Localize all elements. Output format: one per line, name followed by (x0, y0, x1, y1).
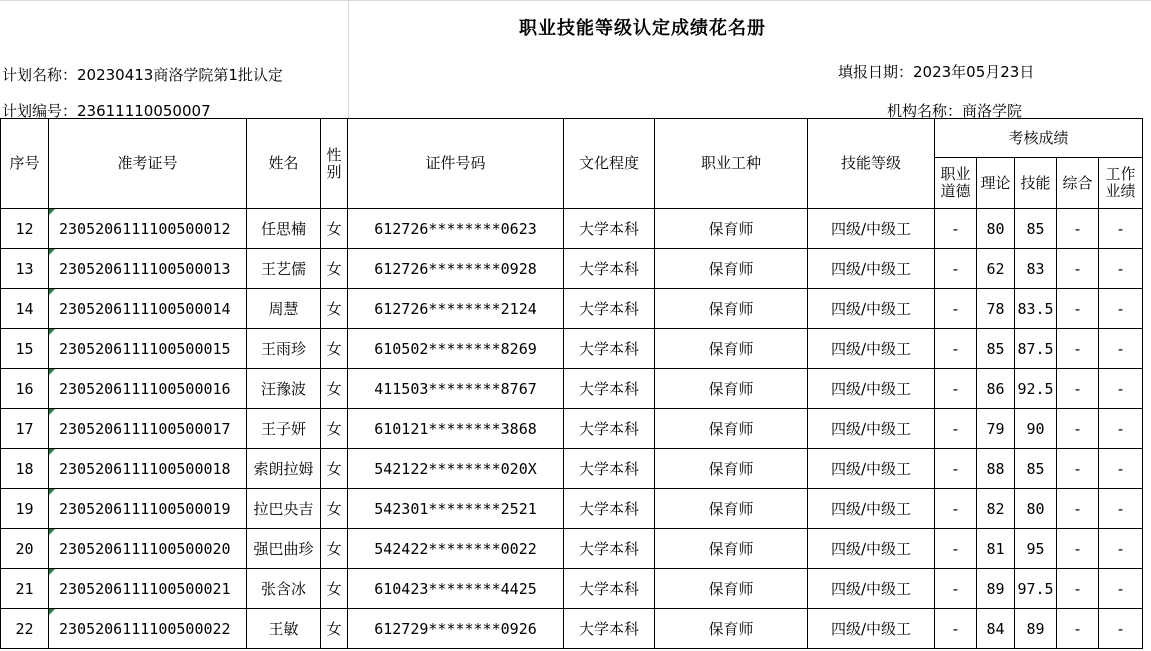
cell-work-performance: - (1099, 369, 1143, 409)
cell-gender: 女 (321, 409, 348, 449)
cell-id-number: 542122********020X (348, 449, 564, 489)
cell-overall: - (1057, 249, 1099, 289)
cell-id-number: 612726********0928 (348, 249, 564, 289)
cell-skill: 97.5 (1015, 569, 1057, 609)
cell-overall: - (1057, 529, 1099, 569)
cell-id-number: 542301********2521 (348, 489, 564, 529)
cell-gender: 女 (321, 489, 348, 529)
cell-seq: 20 (1, 529, 49, 569)
table-row (1, 449, 1143, 489)
cell-occupation: 保育师 (655, 369, 808, 409)
header-ethics: 职业道德 (935, 158, 977, 209)
cell-theory: 89 (977, 569, 1015, 609)
cell-work-performance: - (1099, 489, 1143, 529)
cell-skill-level: 四级/中级工 (808, 289, 935, 329)
cell-seq: 21 (1, 569, 49, 609)
cell-id-number: 610423********4425 (348, 569, 564, 609)
cell-theory: 79 (977, 409, 1015, 449)
header-ticket-number: 准考证号 (49, 119, 247, 209)
cell-education: 大学本科 (564, 489, 655, 529)
cell-name: 汪豫波 (247, 369, 321, 409)
cell-occupation: 保育师 (655, 569, 808, 609)
cell-occupation: 保育师 (655, 529, 808, 569)
cell-name: 索朗拉姆 (247, 449, 321, 489)
table-row (1, 329, 1143, 369)
cell-seq: 19 (1, 489, 49, 529)
cell-skill-level: 四级/中级工 (808, 209, 935, 249)
cell-id-number: 612729********0926 (348, 609, 564, 649)
grid-line (0, 0, 1151, 1)
cell-skill: 90 (1015, 409, 1057, 449)
cell-ticket-number: 2305206111100500012 (49, 209, 247, 249)
cell-gender: 女 (321, 289, 348, 329)
cell-name: 周慧 (247, 289, 321, 329)
cell-seq: 18 (1, 449, 49, 489)
cell-skill: 87.5 (1015, 329, 1057, 369)
cell-education: 大学本科 (564, 209, 655, 249)
cell-name: 强巴曲珍 (247, 529, 321, 569)
cell-work-performance: - (1099, 409, 1143, 449)
cell-occupation: 保育师 (655, 289, 808, 329)
cell-seq: 17 (1, 409, 49, 449)
cell-gender: 女 (321, 209, 348, 249)
header-gender: 性别 (321, 119, 348, 209)
cell-gender: 女 (321, 609, 348, 649)
cell-theory: 80 (977, 209, 1015, 249)
score-roster-table (0, 118, 1143, 649)
cell-skill-level: 四级/中级工 (808, 609, 935, 649)
cell-ticket-number: 2305206111100500018 (49, 449, 247, 489)
header-scores: 考核成绩 (935, 119, 1143, 158)
table-row (1, 209, 1143, 249)
cell-id-number: 612726********0623 (348, 209, 564, 249)
cell-name: 王子妍 (247, 409, 321, 449)
grid-line (348, 0, 349, 118)
cell-overall: - (1057, 329, 1099, 369)
cell-education: 大学本科 (564, 249, 655, 289)
table-row (1, 489, 1143, 529)
table-row (1, 529, 1143, 569)
cell-seq: 22 (1, 609, 49, 649)
cell-overall: - (1057, 369, 1099, 409)
cell-gender: 女 (321, 369, 348, 409)
cell-occupation: 保育师 (655, 209, 808, 249)
cell-id-number: 411503********8767 (348, 369, 564, 409)
fill-date: 填报日期：2023年05月23日 (838, 63, 1035, 81)
cell-gender: 女 (321, 329, 348, 369)
cell-work-performance: - (1099, 289, 1143, 329)
cell-ethics: - (935, 529, 977, 569)
cell-ethics: - (935, 609, 977, 649)
cell-theory: 78 (977, 289, 1015, 329)
cell-occupation: 保育师 (655, 449, 808, 489)
cell-seq: 13 (1, 249, 49, 289)
cell-skill-level: 四级/中级工 (808, 329, 935, 369)
cell-overall: - (1057, 609, 1099, 649)
cell-work-performance: - (1099, 209, 1143, 249)
cell-overall: - (1057, 489, 1099, 529)
cell-skill: 80 (1015, 489, 1057, 529)
cell-education: 大学本科 (564, 569, 655, 609)
plan-number: 计划编号：23611110050007 (2, 102, 211, 120)
cell-work-performance: - (1099, 609, 1143, 649)
cell-skill: 85 (1015, 209, 1057, 249)
cell-education: 大学本科 (564, 329, 655, 369)
cell-ethics: - (935, 489, 977, 529)
cell-education: 大学本科 (564, 409, 655, 449)
cell-skill: 85 (1015, 449, 1057, 489)
cell-id-number: 542422********0022 (348, 529, 564, 569)
cell-skill-level: 四级/中级工 (808, 569, 935, 609)
cell-ticket-number: 2305206111100500013 (49, 249, 247, 289)
cell-skill-level: 四级/中级工 (808, 369, 935, 409)
cell-gender: 女 (321, 529, 348, 569)
cell-ticket-number: 2305206111100500022 (49, 609, 247, 649)
cell-ticket-number: 2305206111100500017 (49, 409, 247, 449)
cell-skill-level: 四级/中级工 (808, 529, 935, 569)
cell-occupation: 保育师 (655, 249, 808, 289)
header-education: 文化程度 (564, 119, 655, 209)
cell-ethics: - (935, 329, 977, 369)
cell-occupation: 保育师 (655, 609, 808, 649)
cell-overall: - (1057, 289, 1099, 329)
cell-name: 拉巴央吉 (247, 489, 321, 529)
cell-ticket-number: 2305206111100500020 (49, 529, 247, 569)
cell-education: 大学本科 (564, 529, 655, 569)
cell-theory: 88 (977, 449, 1015, 489)
cell-name: 任思楠 (247, 209, 321, 249)
cell-id-number: 612726********2124 (348, 289, 564, 329)
cell-ticket-number: 2305206111100500014 (49, 289, 247, 329)
cell-id-number: 610502********8269 (348, 329, 564, 369)
cell-ethics: - (935, 369, 977, 409)
cell-skill-level: 四级/中级工 (808, 249, 935, 289)
cell-skill: 92.5 (1015, 369, 1057, 409)
cell-skill: 89 (1015, 609, 1057, 649)
cell-skill: 83.5 (1015, 289, 1057, 329)
table-row (1, 609, 1143, 649)
cell-name: 王雨珍 (247, 329, 321, 369)
cell-theory: 84 (977, 609, 1015, 649)
cell-overall: - (1057, 209, 1099, 249)
header-work-performance: 工作业绩 (1099, 158, 1143, 209)
header-occupation: 职业工种 (655, 119, 808, 209)
cell-skill-level: 四级/中级工 (808, 409, 935, 449)
cell-work-performance: - (1099, 569, 1143, 609)
table-row (1, 289, 1143, 329)
cell-skill: 95 (1015, 529, 1057, 569)
cell-theory: 86 (977, 369, 1015, 409)
cell-theory: 82 (977, 489, 1015, 529)
cell-ticket-number: 2305206111100500016 (49, 369, 247, 409)
header-overall: 综合 (1057, 158, 1099, 209)
header-id-number: 证件号码 (348, 119, 564, 209)
cell-work-performance: - (1099, 449, 1143, 489)
cell-skill: 83 (1015, 249, 1057, 289)
cell-seq: 15 (1, 329, 49, 369)
page-title: 职业技能等级认定成绩花名册 (519, 18, 766, 39)
cell-ethics: - (935, 249, 977, 289)
cell-education: 大学本科 (564, 449, 655, 489)
table-row (1, 249, 1143, 289)
cell-ticket-number: 2305206111100500015 (49, 329, 247, 369)
cell-skill-level: 四级/中级工 (808, 449, 935, 489)
table-row (1, 369, 1143, 409)
cell-occupation: 保育师 (655, 329, 808, 369)
header-skill: 技能 (1015, 158, 1057, 209)
table-row (1, 409, 1143, 449)
cell-work-performance: - (1099, 529, 1143, 569)
cell-ethics: - (935, 289, 977, 329)
header-seq: 序号 (1, 119, 49, 209)
cell-name: 张含冰 (247, 569, 321, 609)
cell-name: 王敏 (247, 609, 321, 649)
cell-seq: 16 (1, 369, 49, 409)
cell-theory: 81 (977, 529, 1015, 569)
cell-skill-level: 四级/中级工 (808, 489, 935, 529)
cell-seq: 14 (1, 289, 49, 329)
cell-ethics: - (935, 569, 977, 609)
cell-overall: - (1057, 569, 1099, 609)
cell-work-performance: - (1099, 329, 1143, 369)
cell-ticket-number: 2305206111100500021 (49, 569, 247, 609)
cell-work-performance: - (1099, 249, 1143, 289)
cell-education: 大学本科 (564, 369, 655, 409)
header-skill-level: 技能等级 (808, 119, 935, 209)
cell-theory: 85 (977, 329, 1015, 369)
cell-ticket-number: 2305206111100500019 (49, 489, 247, 529)
cell-ethics: - (935, 449, 977, 489)
cell-occupation: 保育师 (655, 489, 808, 529)
cell-ethics: - (935, 209, 977, 249)
cell-gender: 女 (321, 449, 348, 489)
cell-seq: 12 (1, 209, 49, 249)
plan-name: 计划名称：20230413商洛学院第1批认定 (2, 66, 283, 84)
cell-ethics: - (935, 409, 977, 449)
cell-education: 大学本科 (564, 289, 655, 329)
header-theory: 理论 (977, 158, 1015, 209)
cell-overall: - (1057, 409, 1099, 449)
cell-gender: 女 (321, 569, 348, 609)
cell-name: 王艺儒 (247, 249, 321, 289)
cell-gender: 女 (321, 249, 348, 289)
cell-occupation: 保育师 (655, 409, 808, 449)
org-name: 机构名称：商洛学院 (887, 102, 1023, 120)
header-name: 姓名 (247, 119, 321, 209)
cell-id-number: 610121********3868 (348, 409, 564, 449)
cell-overall: - (1057, 449, 1099, 489)
cell-theory: 62 (977, 249, 1015, 289)
cell-education: 大学本科 (564, 609, 655, 649)
table-row (1, 569, 1143, 609)
